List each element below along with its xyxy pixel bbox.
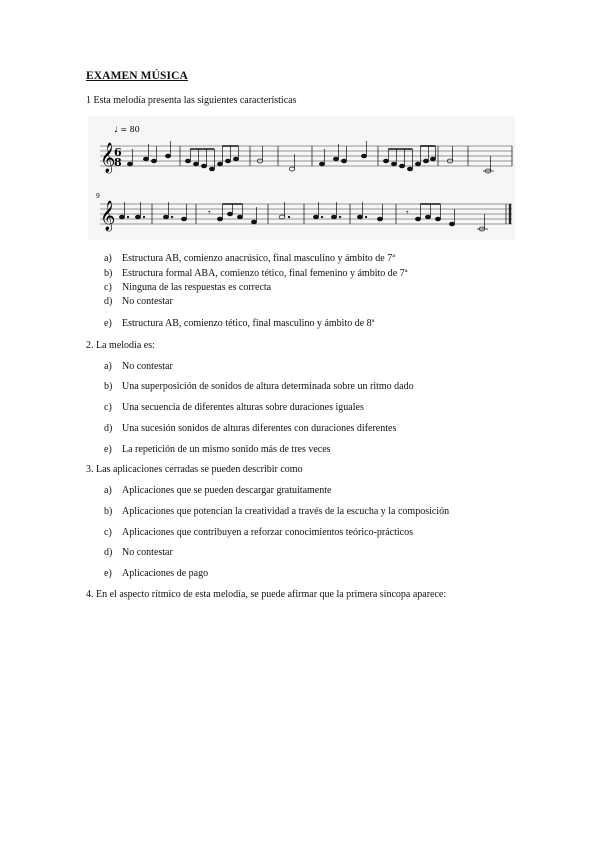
q3-option-a: Aplicaciones que se pueden descargar gratuitamente	[122, 485, 332, 496]
q1-option-a-letter: a)	[104, 253, 112, 264]
q2-option-c: Una secuencia de diferentes alturas sobre duraciones iguales	[122, 402, 364, 413]
rest-icon: 𝄾	[406, 208, 409, 219]
time-sig-top: 6	[114, 146, 122, 159]
q2-option-a: No contestar	[122, 361, 173, 372]
question-4: 4. En el aspecto rítmico de esta melodía, se puede afirmar que la primera síncopa aparece:	[86, 589, 447, 600]
question-3: 3. Las aplicaciones cerradas se pueden describir como	[86, 464, 303, 475]
q2-option-b: Una superposición de sonidos de altura determinada sobre un ritmo dado	[122, 381, 414, 392]
question-2: 2. La melodía es:	[86, 340, 155, 351]
exam-title: EXAMEN MÚSICA	[86, 70, 188, 82]
q3-option-b: Aplicaciones que potencian la creatividad a través de la escucha y la composición	[122, 506, 450, 517]
treble-clef-icon: 𝄞	[100, 201, 116, 231]
question-1: 1 Esta melodía presenta las siguientes características	[86, 95, 297, 106]
q3-option-a-letter: a)	[104, 485, 112, 496]
q1-option-d-letter: d)	[104, 296, 113, 307]
rest-icon: 𝄾	[208, 208, 211, 219]
q1-option-e-letter: e)	[104, 318, 112, 329]
q1-option-e: Estructura AB, comienzo tético, final masculino y ámbito de 8ª	[122, 318, 375, 329]
measure-number: 9	[96, 193, 100, 200]
q1-option-a: Estructura AB, comienzo anacrúsico, final masculino y ámbito de 7ª	[122, 253, 395, 264]
q1-option-d: No contestar	[122, 296, 173, 307]
q1-option-c-letter: c)	[104, 282, 112, 293]
q3-option-e-letter: e)	[104, 568, 112, 579]
q1-option-b-letter: b)	[104, 268, 113, 279]
q2-option-e-letter: e)	[104, 444, 112, 455]
q3-option-d: No contestar	[122, 547, 173, 558]
q2-option-e: La repetición de un mismo sonido más de tres veces	[122, 444, 331, 455]
q2-option-d: Una sucesión sonidos de alturas diferentes con duraciones diferentes	[122, 423, 397, 434]
time-sig-bottom: 8	[114, 156, 122, 169]
q3-option-c-letter: c)	[104, 527, 112, 538]
q1-option-b: Estructura formal ABA, comienzo tético, final femenino y ámbito de 7ª	[122, 268, 408, 279]
q1-option-c: Ninguna de las respuestas es correcta	[122, 282, 272, 293]
q2-option-c-letter: c)	[104, 402, 112, 413]
q3-option-d-letter: d)	[104, 547, 113, 558]
staff-system-2	[100, 204, 512, 224]
treble-clef-icon: 𝄞	[100, 143, 116, 173]
q2-option-d-letter: d)	[104, 423, 113, 434]
q3-option-c: Aplicaciones que contribuyen a reforzar conocimientos teórico-prácticos	[122, 527, 413, 538]
q2-option-a-letter: a)	[104, 361, 112, 372]
music-score	[88, 116, 515, 240]
q2-option-b-letter: b)	[104, 381, 113, 392]
q3-option-e: Aplicaciones de pago	[122, 568, 209, 579]
melody-staff-svg	[88, 116, 515, 240]
q3-option-b-letter: b)	[104, 506, 113, 517]
tempo-marking: ♩ = 80	[114, 125, 140, 134]
